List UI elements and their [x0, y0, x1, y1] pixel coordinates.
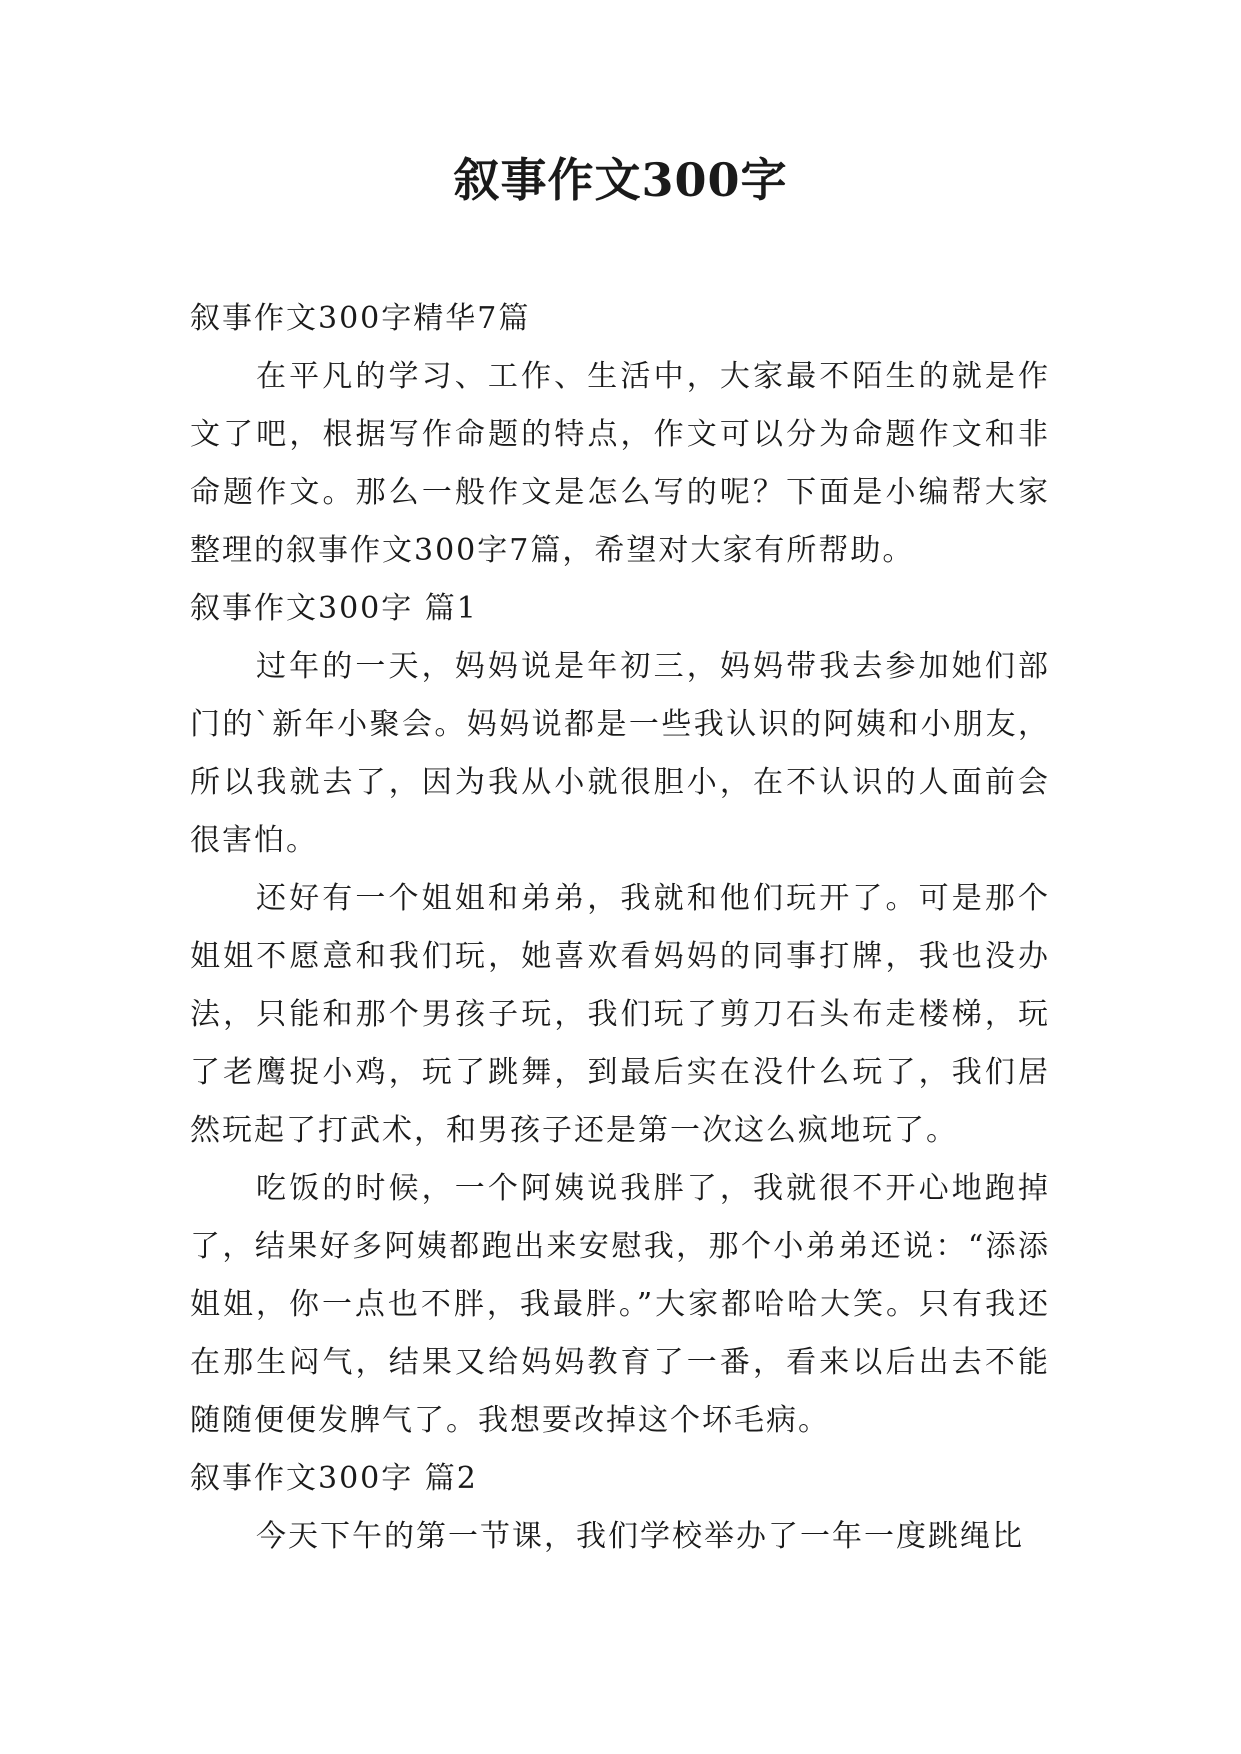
section-1-paragraph-3: 吃饭的时候，一个阿姨说我胖了，我就很不开心地跑掉了，结果好多阿姨都跑出来安慰我，那个小弟弟还说：“添添姐姐，你一点也不胖，我最胖。”大家都哈哈大笑。只有我还在那生闷气，结果又给妈妈教育了一番，看来以后出去不能随随便便发脾气了。我想要改掉这个坏毛病。	[190, 1171, 1050, 1438]
subtitle-heading: 叙事作文300字精华7篇	[190, 301, 531, 336]
section-1-paragraph-2: 还好有一个姐姐和弟弟，我就和他们玩开了。可是那个姐姐不愿意和我们玩，她喜欢看妈妈的同事打牌，我也没办法，只能和那个男孩子玩，我们玩了剪刀石头布走楼梯，玩了老鹰捉小鸡，玩了跳舞，到最后实在没什么玩了，我们居然玩起了打武术，和男孩子还是第一次这么疯地玩了。	[190, 881, 1050, 1148]
section-heading-1: 叙事作文300字 篇1	[190, 591, 478, 626]
section-1-paragraph-1: 过年的一天，妈妈说是年初三，妈妈带我去参加她们部门的`新年小聚会。妈妈说都是一些我认识的阿姨和小朋友，所以我就去了，因为我从小就很胆小，在不认识的人面前会很害怕。	[190, 649, 1050, 858]
section-heading-2: 叙事作文300字 篇2	[190, 1461, 478, 1496]
intro-paragraph: 在平凡的学习、工作、生活中，大家最不陌生的就是作文了吧，根据写作命题的特点，作文可以分为命题作文和非命题作文。那么一般作文是怎么写的呢？下面是小编帮大家整理的叙事作文300字7篇，希望对大家有所帮助。	[190, 359, 1050, 568]
document-body	[190, 290, 1050, 1566]
document-title: 叙事作文300字	[453, 153, 788, 207]
section-2-paragraph-1: 今天下午的第一节课，我们学校举办了一年一度跳绳比	[256, 1519, 1024, 1554]
